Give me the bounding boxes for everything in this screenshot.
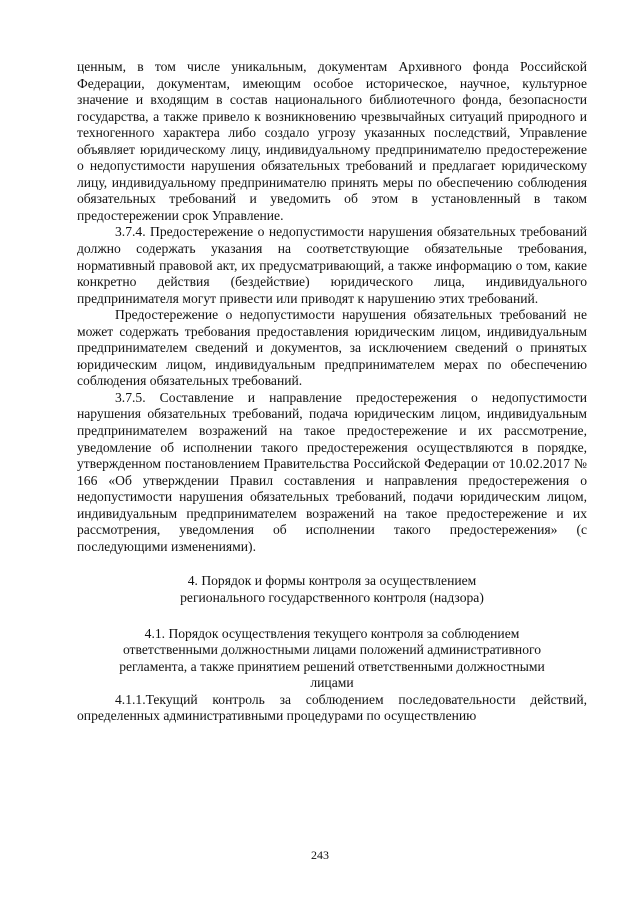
section-heading <box>77 573 587 606</box>
paragraph-3-7-5: 3.7.5. Составление и направление предостережения о недопустимости нарушения обязательных требований, подача юридическим лицом, индивидуальным предпринимателем возражений на такое предостережение и их рассмотрение, уведомление об исполнении такого предостережения осуществляются в порядке, утвержденном постановлением Правительства Российской Федерации от 10.02.2017 № 166 «Об утверждении Правил составления и направления предостережения о недопустимости нарушения обязательных требований, подачи юридическим лицом, индивидуальным предпринимателем возражений на такое предостережение и их рассмотрения, уведомления об исполнении такого предостережения» (с последующими изменениями). <box>77 389 587 554</box>
spacer <box>77 555 587 573</box>
section-heading-line-2: регионального государственного контроля (надзора) <box>180 589 484 605</box>
section-heading-line-1: 4. Порядок и формы контроля за осуществлением <box>187 573 477 589</box>
paragraph-4-1-1: 4.1.1.Текущий контроль за соблюдением последовательности действий, определенных административными процедурами по осуществлению <box>77 691 587 724</box>
document-page <box>77 59 587 725</box>
page-number: 243 <box>311 848 329 862</box>
paragraph-archive-fund: ценным, в том числе уникальным, документам Архивного фонда Российской Федерации, документам, имеющим особое историческое, научное, культурное значение и входящим в состав национального библиотечного фонда, безопасности государства, а также привело к возникновению чрезвычайных ситуаций природного и техногенного характера либо создало угрозу указанных последствий, Управление объявляет юридическому лицу, индивидуальному предпринимателю предостережение о недопустимости нарушения обязательных требований и предлагает юридическому лицу, индивидуальному предпринимателю принять меры по обеспечению соблюдения обязательных требований и уведомить об этом в установленный в таком предостережении срок Управление. <box>77 59 587 223</box>
subsection-heading-line-1: 4.1. Порядок осуществления текущего контроля за соблюдением <box>144 625 520 641</box>
subsection-heading-line-4: лицами <box>310 675 354 691</box>
spacer <box>77 607 587 626</box>
subsection-heading <box>77 626 587 692</box>
paragraph-3-7-4: 3.7.4. Предостережение о недопустимости нарушения обязательных требований должно содержать указания на соответствующие обязательные требования, нормативный правовой акт, их предусматривающий, а также информацию о том, какие конкретно действия (бездействие) юридического лица, индивидуального предпринимателя могут привести или приводят к нарушению этих требований. <box>77 224 587 306</box>
subsection-heading-line-3: регламента, а также принятием решений ответственными должностными <box>119 658 545 674</box>
subsection-heading-line-2: ответственными должностными лицами положений административного <box>122 642 542 658</box>
paragraph-warning-restrictions: Предостережение о недопустимости нарушения обязательных требований не может содержать требования предоставления юридическим лицом, индивидуальным предпринимателем сведений и документов, за исключением сведений о принятых юридическим лицом, индивидуальным предпринимателем мерах по обеспечению соблюдения обязательных требований. <box>77 307 587 389</box>
